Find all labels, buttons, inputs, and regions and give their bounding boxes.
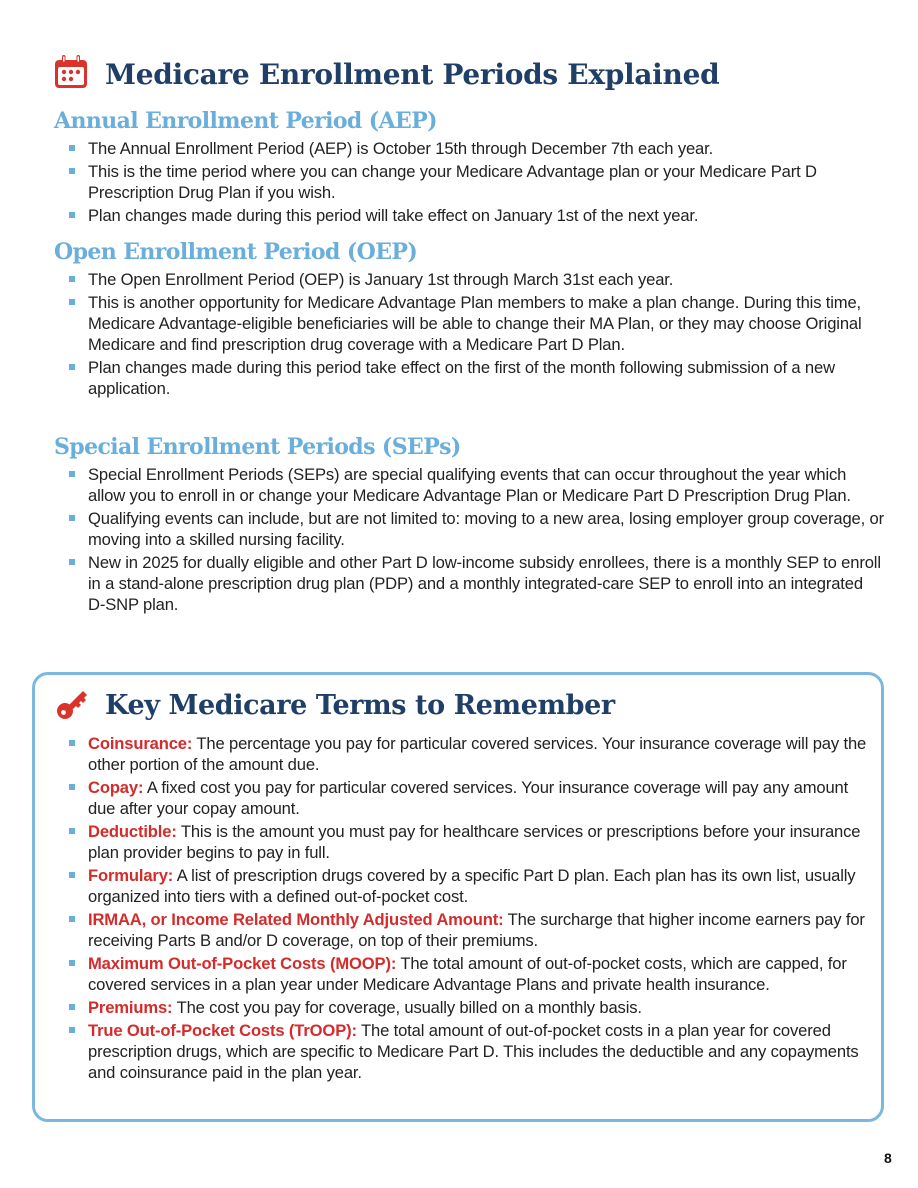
list-item: The Annual Enrollment Period (AEP) is October 15th through December 7th each year.	[54, 138, 884, 159]
bullet-list	[54, 269, 884, 399]
page-header	[53, 54, 719, 95]
key-terms-box	[32, 672, 884, 1122]
term-label: Copay:	[88, 778, 144, 797]
key-icon	[55, 685, 91, 726]
term-definition: The surcharge that higher income earners pay for receiving Parts B and/or D coverage, on top of their premiums.	[88, 910, 865, 950]
bullet-square-icon	[69, 1027, 75, 1033]
section-aep	[54, 106, 884, 228]
terms-list	[54, 733, 874, 1085]
bullet-square-icon	[69, 784, 75, 790]
term-label: Premiums:	[88, 998, 173, 1017]
list-item: Qualifying events can include, but are not limited to: moving to a new area, losing employer group coverage, or moving into a skilled nursing facility.	[54, 508, 884, 550]
term-definition: A fixed cost you pay for particular covered services. Your insurance coverage will pay any amount due after your copay amount.	[88, 778, 849, 818]
term-definition: The cost you pay for coverage, usually billed on a monthly basis.	[172, 998, 642, 1017]
bullet-square-icon	[69, 916, 75, 922]
list-item: Plan changes made during this period take effect on the first of the month following submission of a new application.	[54, 357, 884, 399]
term-label: Coinsurance:	[88, 734, 193, 753]
key-terms-title: Key Medicare Terms to Remember	[105, 690, 615, 721]
bullet-square-icon	[69, 212, 75, 218]
bullet-square-icon	[69, 872, 75, 878]
term-item	[54, 733, 874, 775]
bullet-list	[54, 464, 884, 615]
bullet-square-icon	[69, 828, 75, 834]
term-item	[54, 1020, 874, 1083]
list-item: Plan changes made during this period will take effect on January 1st of the next year.	[54, 205, 884, 226]
term-label: True Out-of-Pocket Costs (TrOOP):	[88, 1021, 357, 1040]
section-heading: Annual Enrollment Period (AEP)	[54, 108, 437, 134]
bullet-square-icon	[69, 276, 75, 282]
bullet-square-icon	[69, 168, 75, 174]
term-label: Deductible:	[88, 822, 177, 841]
page-title: Medicare Enrollment Periods Explained	[105, 58, 720, 91]
list-item: This is another opportunity for Medicare Advantage Plan members to make a plan change. During this time, Medicare Advantage-eligible beneficiaries will be able to change their MA Plan, or they may choose Original Medicare and find prescription drug coverage with a Medicare Part D Plan.	[54, 292, 884, 355]
bullet-square-icon	[69, 1004, 75, 1010]
key-terms-header	[55, 685, 615, 726]
list-item: Special Enrollment Periods (SEPs) are special qualifying events that can occur throughout the year which allow you to enroll in or change your Medicare Advantage Plan or Medicare Part D Prescription Drug Plan.	[54, 464, 884, 506]
section-oep	[54, 237, 884, 401]
section-heading: Special Enrollment Periods (SEPs)	[54, 434, 461, 460]
term-definition: A list of prescription drugs covered by a specific Part D plan. Each plan has its own list, usually organized into tiers with a defined out-of-pocket cost.	[88, 866, 856, 906]
list-item: New in 2025 for dually eligible and other Part D low-income subsidy enrollees, there is a monthly SEP to enroll in a stand-alone prescription drug plan (PDP) and a monthly integrated-care SEP to enroll into an integrated D-SNP plan.	[54, 552, 884, 615]
term-item	[54, 953, 874, 995]
list-item: The Open Enrollment Period (OEP) is January 1st through March 31st each year.	[54, 269, 884, 290]
bullet-square-icon	[69, 960, 75, 966]
bullet-square-icon	[69, 515, 75, 521]
calendar-icon	[53, 54, 89, 95]
bullet-square-icon	[69, 740, 75, 746]
term-item	[54, 997, 874, 1018]
page-number: 8	[884, 1150, 892, 1166]
term-definition: The total amount of out-of-pocket costs in a plan year for covered prescription drugs, which are specific to Medicare Part D. This includes the deductible and any copayments and coinsurance paid in the plan year.	[88, 1021, 859, 1082]
term-item	[54, 821, 874, 863]
bullet-square-icon	[69, 471, 75, 477]
term-definition: The total amount of out-of-pocket costs, which are capped, for covered services in a plan year under Medicare Advantage Plans and private health insurance.	[88, 954, 847, 994]
term-item	[54, 865, 874, 907]
bullet-square-icon	[69, 145, 75, 151]
term-item	[54, 777, 874, 819]
term-label: Formulary:	[88, 866, 174, 885]
list-item: This is the time period where you can change your Medicare Advantage plan or your Medicare Part D Prescription Drug Plan if you wish.	[54, 161, 884, 203]
term-definition: This is the amount you must pay for healthcare services or prescriptions before your insurance plan provider begins to pay in full.	[88, 822, 861, 862]
term-item	[54, 909, 874, 951]
term-definition: The percentage you pay for particular covered services. Your insurance coverage will pay the other portion of the amount due.	[88, 734, 867, 774]
section-heading: Open Enrollment Period (OEP)	[54, 239, 418, 265]
bullet-list	[54, 138, 884, 226]
term-label: Maximum Out-of-Pocket Costs (MOOP):	[88, 954, 397, 973]
bullet-square-icon	[69, 299, 75, 305]
bullet-square-icon	[69, 559, 75, 565]
bullet-square-icon	[69, 364, 75, 370]
term-label: IRMAA, or Income Related Monthly Adjusted Amount:	[88, 910, 504, 929]
section-sep	[54, 432, 884, 617]
